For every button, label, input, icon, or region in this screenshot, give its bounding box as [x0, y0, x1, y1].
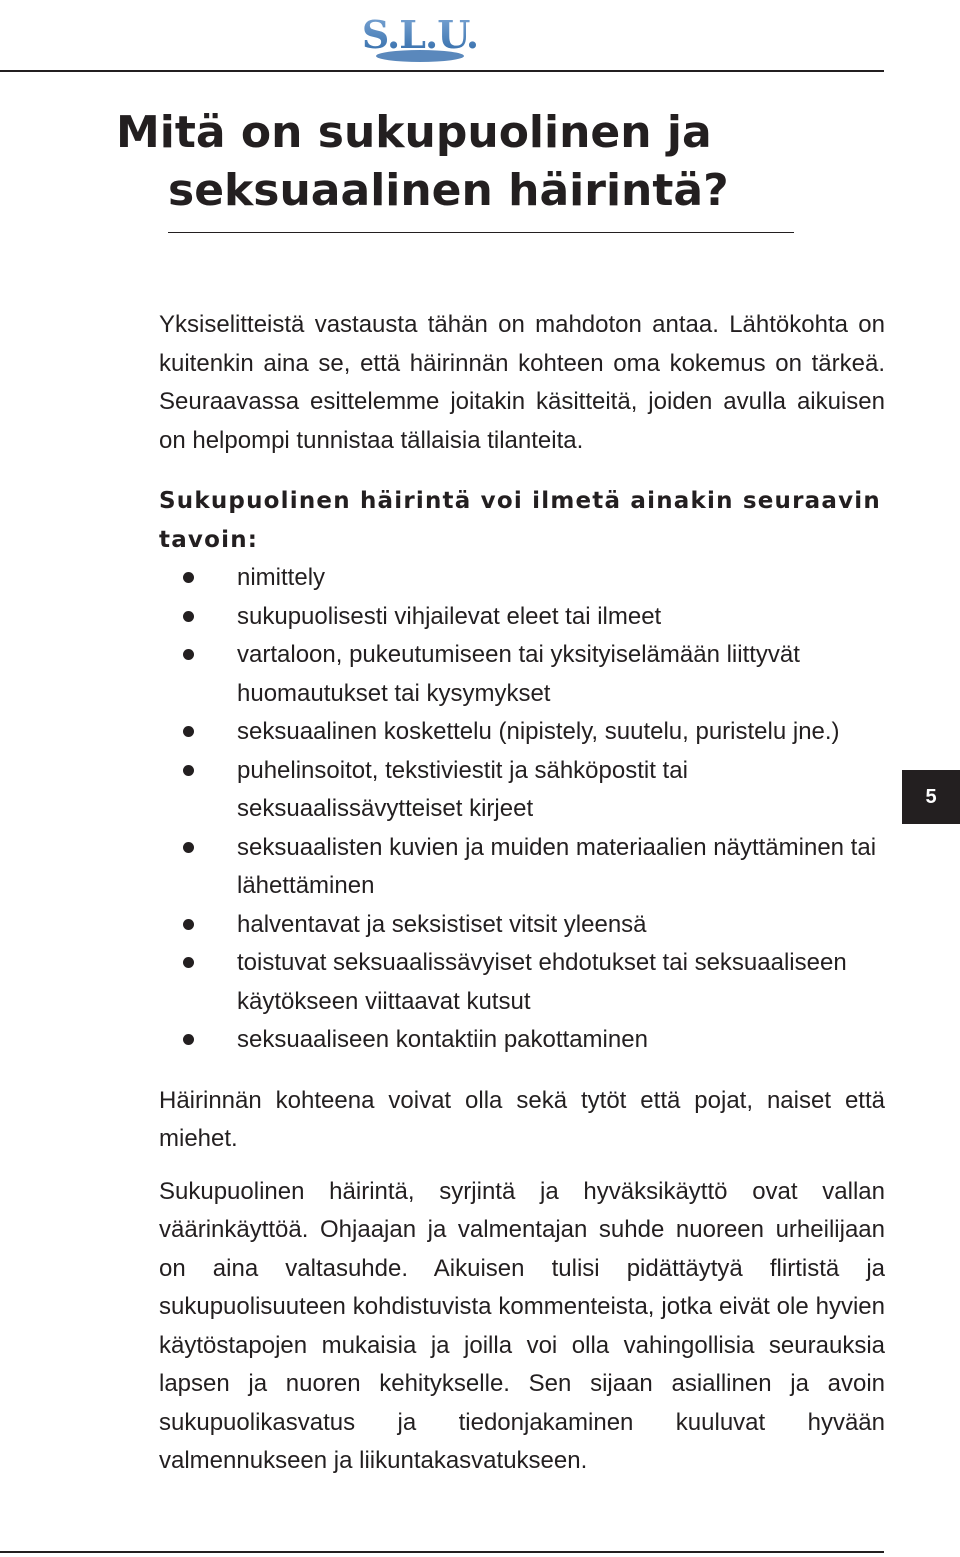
intro-paragraph: Yksiselitteistä vastausta tähän on mahdoton antaa. Lähtökohta on kuitenkin aina se, että häirinnän kohteen oma kokemus on tärkeä. Seuraavassa esittelemme joitakin käsitteitä, joiden avulla aikuisen on helpompi tunnistaa tällaisia tilanteita.: [159, 311, 885, 454]
title-line-1: Mitä on sukupuolinen ja: [116, 107, 712, 158]
slu-logo: [361, 4, 479, 64]
bullet-icon: [183, 919, 194, 930]
title-line-2: seksuaalinen häirintä?: [168, 165, 729, 216]
list-item: seksuaalisten kuvien ja muiden materiaalien näyttäminen tai lähettäminen: [159, 829, 885, 906]
bullet-icon: [183, 1034, 194, 1045]
list-item: toistuvat seksuaalissävyiset ehdotukset tai seksuaaliseen käytökseen viittaavat kutsut: [159, 944, 885, 1021]
section-subheading: Sukupuolinen häirintä voi ilmetä ainakin seuraavin tavoin:: [159, 488, 881, 553]
bullet-icon: [183, 765, 194, 776]
list-item: vartaloon, pukeutumiseen tai yksityiselämään liittyvät huomautukset tai kysymykset: [159, 636, 885, 713]
list-item: halventavat ja seksistiset vitsit yleensä: [159, 906, 885, 945]
harassment-list: [159, 559, 885, 1060]
header-rule: [0, 70, 884, 72]
page-number-badge: 5: [902, 770, 960, 824]
abuse-of-power-paragraph: Sukupuolinen häirintä, syrjintä ja hyväksikäyttö ovat vallan väärinkäyttöä. Ohjaajan ja valmentajan suhde nuoreen urheilijaan on aina valtasuhde. Aikuisen tulisi pidättäytyä flirtistä ja sukupuolisuuteen kohdistuvista kommenteista, jotka eivät ole hyvien käytöstapojen mukaisia ja joilla voi olla vahingollisia seurauksia lapsen ja nuoren kehitykselle. Sen sijaan asiallinen ja avoin sukupuolikasvatus ja tiedonjakaminen kuuluvat hyvään valmennukseen ja liikuntakasvatukseen.: [159, 1177, 885, 1474]
list-item: puhelinsoitot, tekstiviestit ja sähköpostit tai seksuaalissävytteiset kirjeet: [159, 752, 885, 829]
list-item: seksuaalinen koskettelu (nipistely, suutelu, puristelu jne.): [159, 713, 885, 752]
bullet-icon: [183, 726, 194, 737]
bullet-icon: [183, 649, 194, 660]
page-title: [116, 104, 836, 220]
svg-text:S.L.U.: S.L.U.: [361, 12, 479, 57]
article-body: [159, 306, 885, 1481]
bullet-icon: [183, 572, 194, 583]
slu-logo-graphic: [361, 4, 479, 64]
targets-paragraph: Häirinnän kohteena voivat olla sekä tytöt että pojat, naiset että miehet.: [159, 1086, 885, 1152]
title-underline: [168, 232, 794, 233]
bullet-icon: [183, 842, 194, 853]
bullet-icon: [183, 957, 194, 968]
footer-rule: [0, 1551, 884, 1553]
list-item: sukupuolisesti vihjailevat eleet tai ilmeet: [159, 598, 885, 637]
list-item: seksuaaliseen kontaktiin pakottaminen: [159, 1021, 885, 1060]
bullet-icon: [183, 611, 194, 622]
list-item: nimittely: [159, 559, 885, 598]
